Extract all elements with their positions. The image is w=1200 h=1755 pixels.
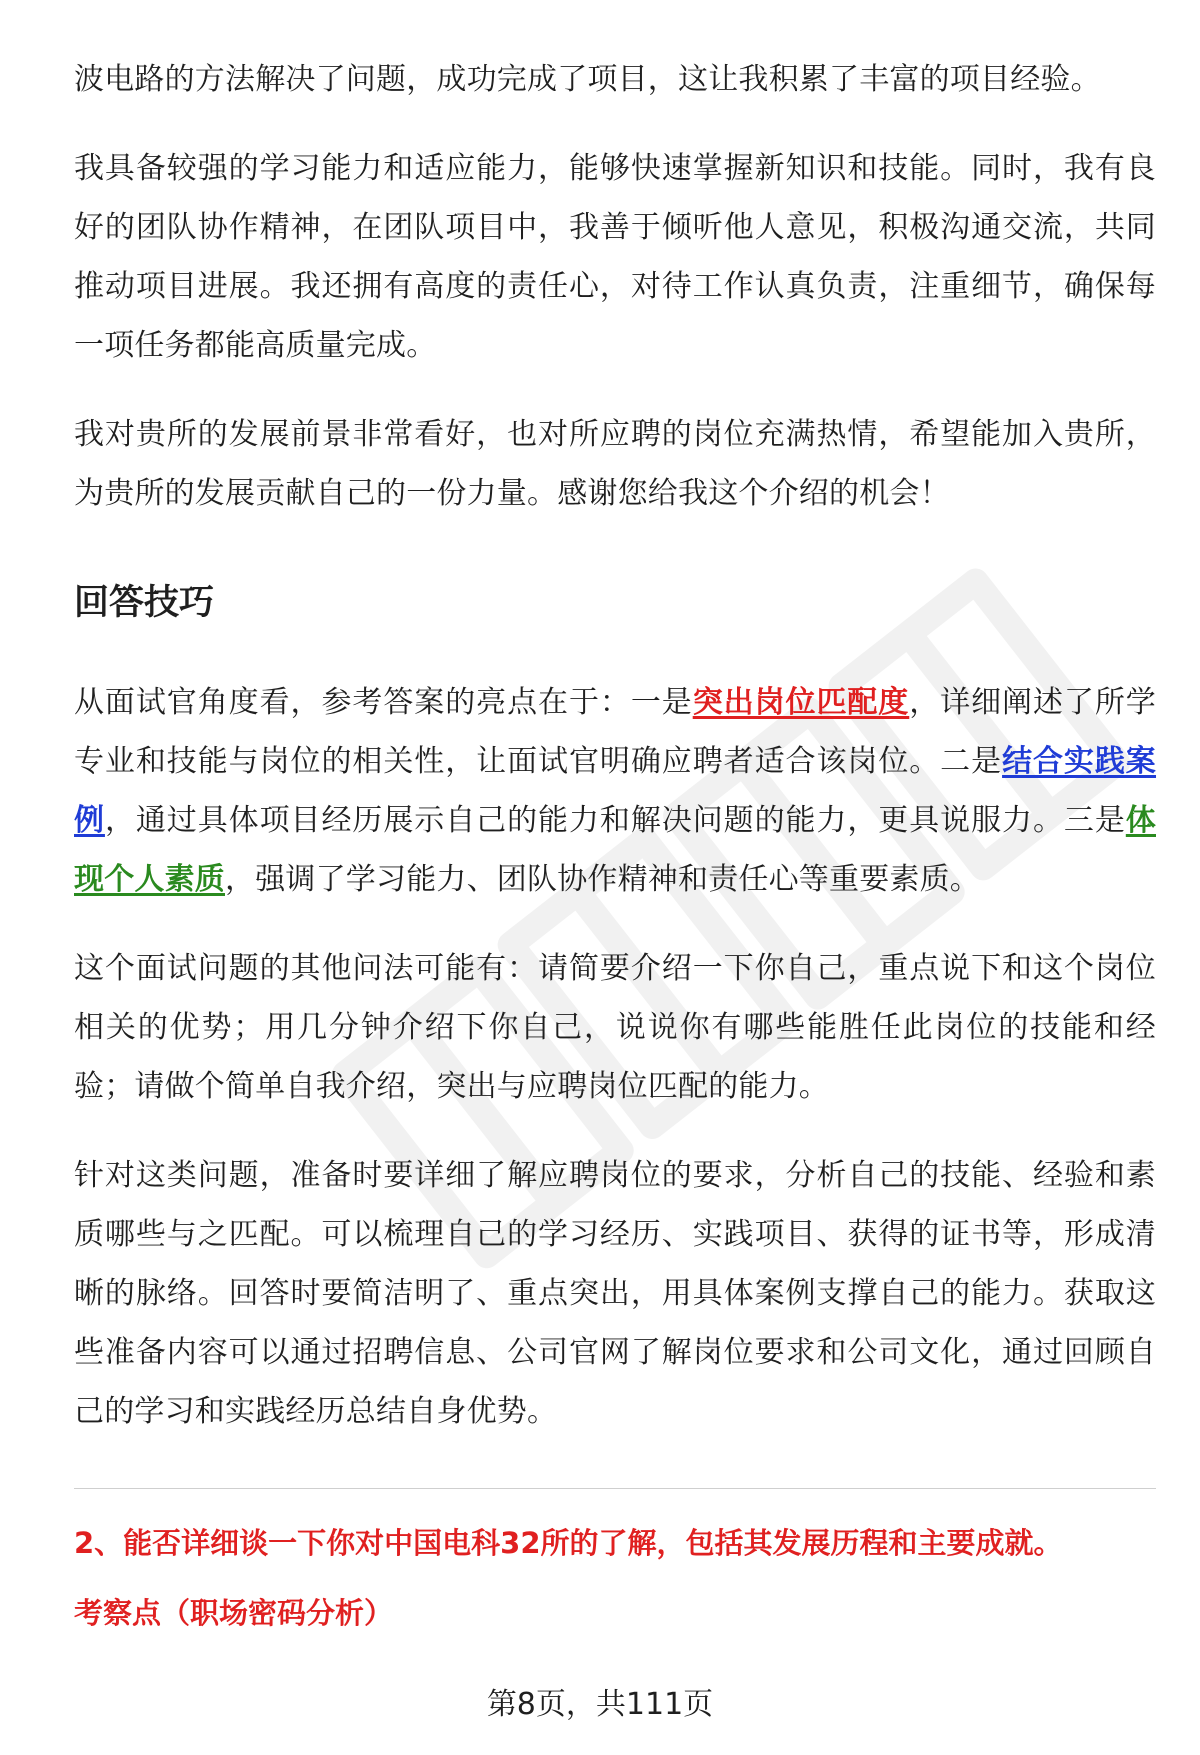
paragraph-abilities: 我具备较强的学习能力和适应能力，能够快速掌握新知识和技能。同时，我有良好的团队协作精神，在团队项目中，我善于倾听他人意见，积极沟通交流，共同推动项目进展。我还拥有高度的责任心，对待工作认真负责，注重细节，确保每一项任务都能高质量完成。	[74, 151, 1156, 363]
highlight-job-match: 突出岗位匹配度	[692, 685, 910, 720]
page-number-footer: 第8页，共111页	[486, 1687, 714, 1722]
highlights-text-3: ，通过具体项目经历展示自己的能力和解决问题的能力，更具说服力。三是	[104, 803, 1126, 838]
paragraph-alternative-questions: 这个面试问题的其他问法可能有：请简要介绍一下你自己，重点说下和这个岗位相关的优势；用几分钟介绍下你自己，说说你有哪些能胜任此岗位的技能和经验；请做个简单自我介绍，突出与应聘岗位匹配的能力。	[74, 951, 1156, 1104]
highlights-text-4: ，强调了学习能力、团队协作精神和责任心等重要素质。	[225, 862, 980, 897]
next-question-subtitle: 考察点（职场密码分析）	[74, 1596, 394, 1630]
section-heading-answer-tips: 回答技巧	[74, 583, 215, 623]
paragraph-highlights	[74, 673, 1156, 909]
paragraph-closing: 我对贵所的发展前景非常看好，也对所应聘的岗位充满热情，希望能加入贵所，为贵所的发展贡献自己的一份力量。感谢您给我这个介绍的机会！	[74, 417, 1156, 511]
paragraph-project-experience: 波电路的方法解决了问题，成功完成了项目，这让我积累了丰富的项目经验。	[74, 62, 1101, 97]
document-body	[74, 50, 1156, 1441]
paragraph-preparation-advice: 针对这类问题，准备时要详细了解应聘岗位的要求，分析自己的技能、经验和素质哪些与之匹配。可以梳理自己的学习经历、实践项目、获得的证书等，形成清晰的脉络。回答时要简洁明了、重点突出，用具体案例支撑自己的能力。获取这些准备内容可以通过招聘信息、公司官网了解岗位要求和公司文化，通过回顾自己的学习和实践经历总结自身优势。	[74, 1158, 1156, 1429]
highlight-personal-qualities: 体现个人素质	[74, 803, 1156, 897]
highlights-text-2: ，详细阐述了所学专业和技能与岗位的相关性，让面试官明确应聘者适合该岗位。二是	[74, 685, 1156, 779]
section-divider	[74, 1488, 1156, 1489]
next-question-title: 2、能否详细谈一下你对中国电科32所的了解，包括其发展历程和主要成就。	[74, 1526, 1063, 1560]
highlights-text-1: 从面试官角度看，参考答案的亮点在于：一是	[74, 685, 693, 720]
highlight-practical-cases: 结合实践案例	[74, 744, 1157, 838]
